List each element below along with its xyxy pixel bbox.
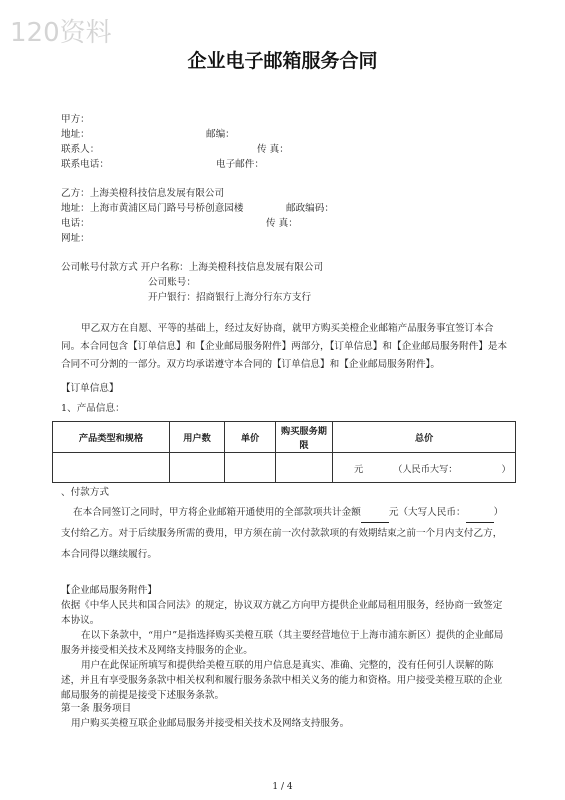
header-service-period: 购买服务期限: [276, 422, 333, 453]
article-1-title: 第一条 服务项目: [61, 703, 132, 714]
total-close: ）: [501, 463, 511, 475]
party-b-name-line: 乙方：上海美橙科技信息发展有限公司: [61, 188, 225, 199]
total-rmb-label: （人民币大写：: [393, 463, 458, 475]
party-b-postcode-label: 邮政编码：: [286, 203, 334, 214]
rmb-blank: [466, 512, 494, 523]
bank-line-3: 开户银行：招商银行上海分行东方支行: [148, 292, 312, 303]
attachment-paragraph-1: 依据《中华人民共和国合同法》的规定，协议双方就乙方向甲方提供企业邮局租用服务，经协商一致签定本协议。: [61, 600, 503, 626]
party-a-email-label: 电子邮件：: [216, 159, 264, 170]
payment-text-before: 在本合同签订之同时，甲方将企业邮箱开通使用的全部款项共计金额: [73, 507, 361, 518]
payment-text-unit: 元（大写人民币：: [388, 507, 466, 518]
party-a-fax-label: 传 真：: [257, 144, 289, 155]
cell-unit-price: [225, 453, 276, 483]
attachment-paragraph-3: 用户在此保证所填写和提供给美橙互联的用户信息是真实、准确、完整的，没有任何引人误解的陈述，并且有享受服务条款中相关权利和履行服务条款中相关义务的能力和资格。用户接受美橙互联的企业邮局服务的前提是接受下述服务条款。: [61, 660, 503, 701]
party-a-phone-label: 联系电话：: [61, 159, 109, 170]
order-heading: 【订单信息】: [61, 383, 119, 394]
watermark: 120资料: [10, 18, 112, 48]
order-table: [52, 421, 516, 483]
party-a-postcode-label: 邮编：: [206, 129, 235, 140]
order-table-header: [53, 422, 516, 453]
header-total-price: 总价: [333, 422, 516, 453]
party-a-contact-label: 联系人：: [61, 144, 100, 155]
party-b-phone-label: 电话：: [61, 218, 90, 229]
party-b-fax-label: 传 真：: [266, 218, 298, 229]
party-b-address-label: 地址：: [61, 203, 90, 214]
total-unit: 元: [354, 463, 364, 475]
attachment-heading: 【企业邮局服务附件】: [61, 585, 157, 596]
amount-blank: [361, 512, 389, 523]
header-user-count: 用户数: [170, 422, 225, 453]
header-product-type: 产品类型和规格: [53, 422, 170, 453]
attachment-paragraph-2: 在以下条款中，“用户”是指选择购买美橙互联（其主要经营地位于上海市浦东新区）提供的企业邮局服务并接受相关技术及网络支持服务的企业。: [61, 630, 504, 656]
payment-paragraph: [61, 502, 508, 565]
party-a-label: 甲方：: [61, 114, 90, 125]
bank-line-2: 公司账号：: [148, 277, 196, 288]
article-1-text: 用户购买美橙互联企业邮局服务并接受相关技术及网络支持服务。: [71, 718, 350, 729]
page-number: 1 / 4: [272, 782, 293, 792]
party-a-address-label: 地址：: [61, 129, 90, 140]
document-title: 企业电子邮箱服务合同: [187, 50, 378, 72]
cell-user-count: [170, 453, 225, 483]
order-table-row: [53, 453, 516, 483]
cell-total-price: [333, 453, 516, 483]
payment-text-after: ）支付给乙方。对于后续服务所需的费用，甲方须在前一次付款款项的有效期结束之前一个月内支付乙方，本合同得以继续履行。: [61, 507, 504, 560]
header-unit-price: 单价: [225, 422, 276, 453]
party-b-address-value: 上海市黄浦区局门路号号桥创意园楼: [90, 203, 244, 214]
cell-product-type: [53, 453, 170, 483]
bank-line-1: 公司帐号付款方式 开户名称：上海美橙科技信息发展有限公司: [61, 262, 324, 273]
party-b-website-label: 网址：: [61, 233, 90, 244]
product-info-label: 1、产品信息：: [61, 403, 125, 414]
payment-heading: 、付款方式: [61, 487, 109, 498]
cell-service-period: [276, 453, 333, 483]
intro-paragraph: 甲乙双方在自愿、平等的基础上，经过友好协商，就甲方购买美橙企业邮箱产品服务事宜签订本合同。本合同包含【订单信息】和【企业邮局服务附件】两部分，【订单信息】和【企业邮局服务附件】是本合同不可分割的一部分。双方均承诺遵守本合同的【订单信息】和【企业邮局服务附件】。: [61, 323, 508, 370]
